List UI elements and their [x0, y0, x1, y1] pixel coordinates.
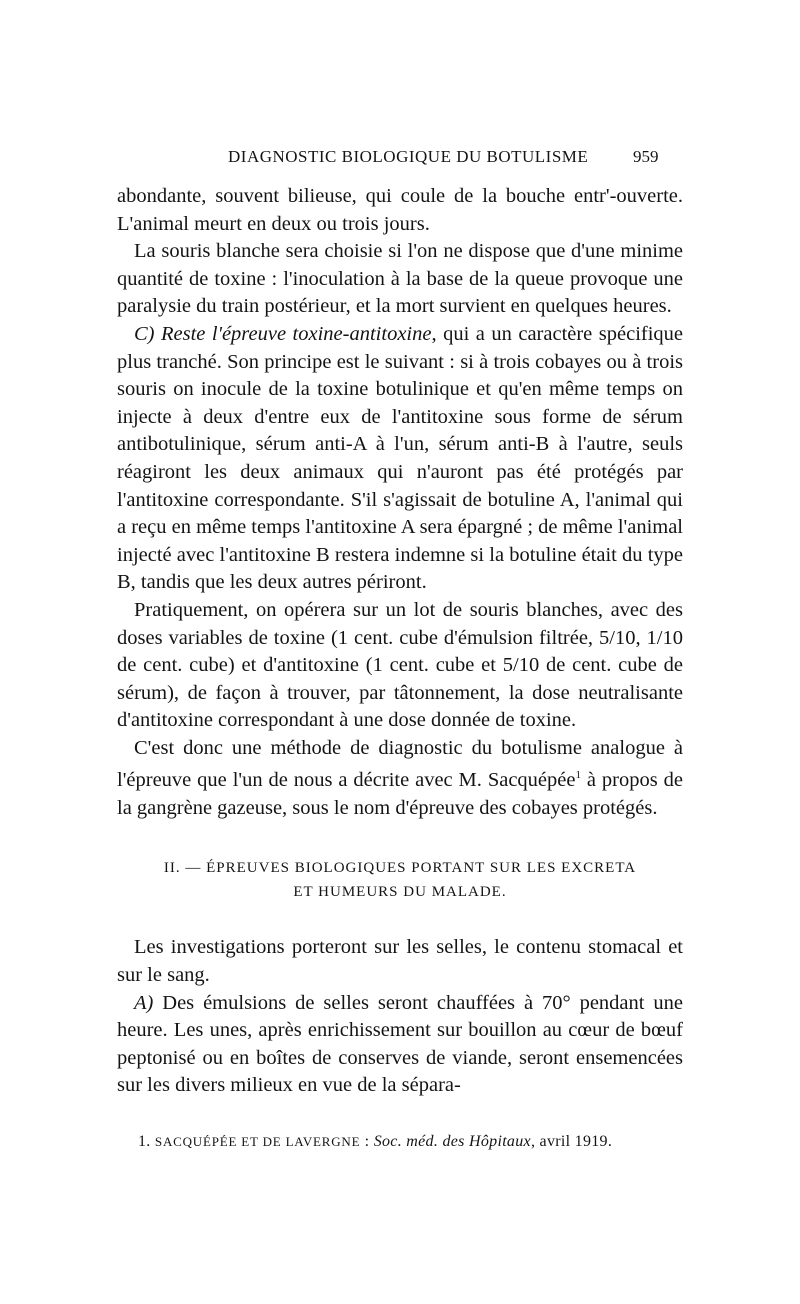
- paragraph-5-text-continued: à propos de la gangrène gazeuse, sous le nom d'épreuve des cobayes protégés.: [117, 769, 683, 819]
- paragraph-4: Pratiquement, on opérera sur un lot de souris blanches, avec des doses variables de toxine (1 cent. cube d'émulsion filtrée, 5/10, 1/10 de cent. cube) et d'antitoxine (1 cent. cube et 5/10 de cent. cube de sérum), de façon à trouver, par tâtonnement, la dose neutralisante d'antitoxine correspondant à une dose donnée de toxine.: [117, 598, 683, 732]
- paragraph-5-text: C'est donc une méthode de diagnostic du botulisme analogue à l'épreuve que l'un de nous a décrite avec M. Sacquépée: [117, 736, 683, 792]
- page-number: 959: [633, 147, 659, 166]
- paragraph-6: Les investigations porteront sur les selles, le contenu stomacal et sur le sang.: [117, 936, 683, 987]
- paragraph-3-text: , qui a un caractère spécifique plus tranché. Son principe est le suivant : si à trois cobayes ou à trois souris on inocule de la toxine botulinique et qu'en même temps on injecte à deux d'entre eux de l'antitoxine sous forme de sérum antibotulinique, sérum anti-A à l'un, sérum anti-B à l'autre, seuls réagiront les deux animaux qui n'auront pas été protégés par l'antitoxine correspondante. S'il s'agissait de botuline A, l'animal qui a reçu en même temps l'antitoxine A sera épargné ; de même l'animal injecté avec l'antitoxine B restera indemne si la botuline était du type B, tandis que les deux autres périront.: [117, 322, 684, 594]
- paragraph-5: [117, 735, 683, 823]
- body-text: [117, 183, 683, 1100]
- section-numeral: II. —: [163, 860, 202, 877]
- footnote-number: 1.: [138, 1133, 151, 1150]
- paragraph-3: [117, 321, 683, 597]
- footnote-separator: :: [360, 1133, 374, 1150]
- footnote-reference: 1: [575, 769, 581, 782]
- footnote-journal: Soc. méd. des Hôpitaux: [373, 1133, 531, 1150]
- footnote-date: , avril 1919.: [530, 1133, 613, 1150]
- paragraph-7: [117, 990, 683, 1100]
- section-heading: [117, 856, 683, 904]
- paragraph-title: Reste l'épreuve toxine-antitoxine: [161, 322, 432, 345]
- section-title-line-1: ÉPREUVES BIOLOGIQUES PORTANT SUR LES EXCRETA: [206, 860, 637, 877]
- paragraph-label: C): [134, 322, 155, 345]
- paragraph-label: A): [134, 991, 154, 1014]
- page-header: [0, 147, 800, 171]
- paragraph-7-text: Des émulsions de selles seront chauffées à 70° pendant une heure. Les unes, après enrichissement sur bouillon au cœur de bœuf peptonisé ou en boîtes de conserves de viande, seront ensemencées sur les divers milieux en vue de la sépara-: [117, 991, 683, 1097]
- footnote-authors: SACQUÉPÉE ET DE LAVERGNE: [154, 1134, 361, 1149]
- paragraph-1: abondante, souvent bilieuse, qui coule de la bouche entr'-ouverte. L'animal meurt en deux ou trois jours.: [117, 185, 683, 235]
- paragraph-2: La souris blanche sera choisie si l'on ne dispose que d'une minime quantité de toxine : l'inoculation à la base de la queue provoque une paralysie du train postérieur, et la mort survient en quelques heures.: [117, 240, 683, 318]
- running-title: DIAGNOSTIC BIOLOGIQUE DU BOTULISME: [228, 147, 589, 166]
- section-title-line-2: ET HUMEURS DU MALADE.: [293, 884, 507, 901]
- footnote: [138, 1133, 698, 1151]
